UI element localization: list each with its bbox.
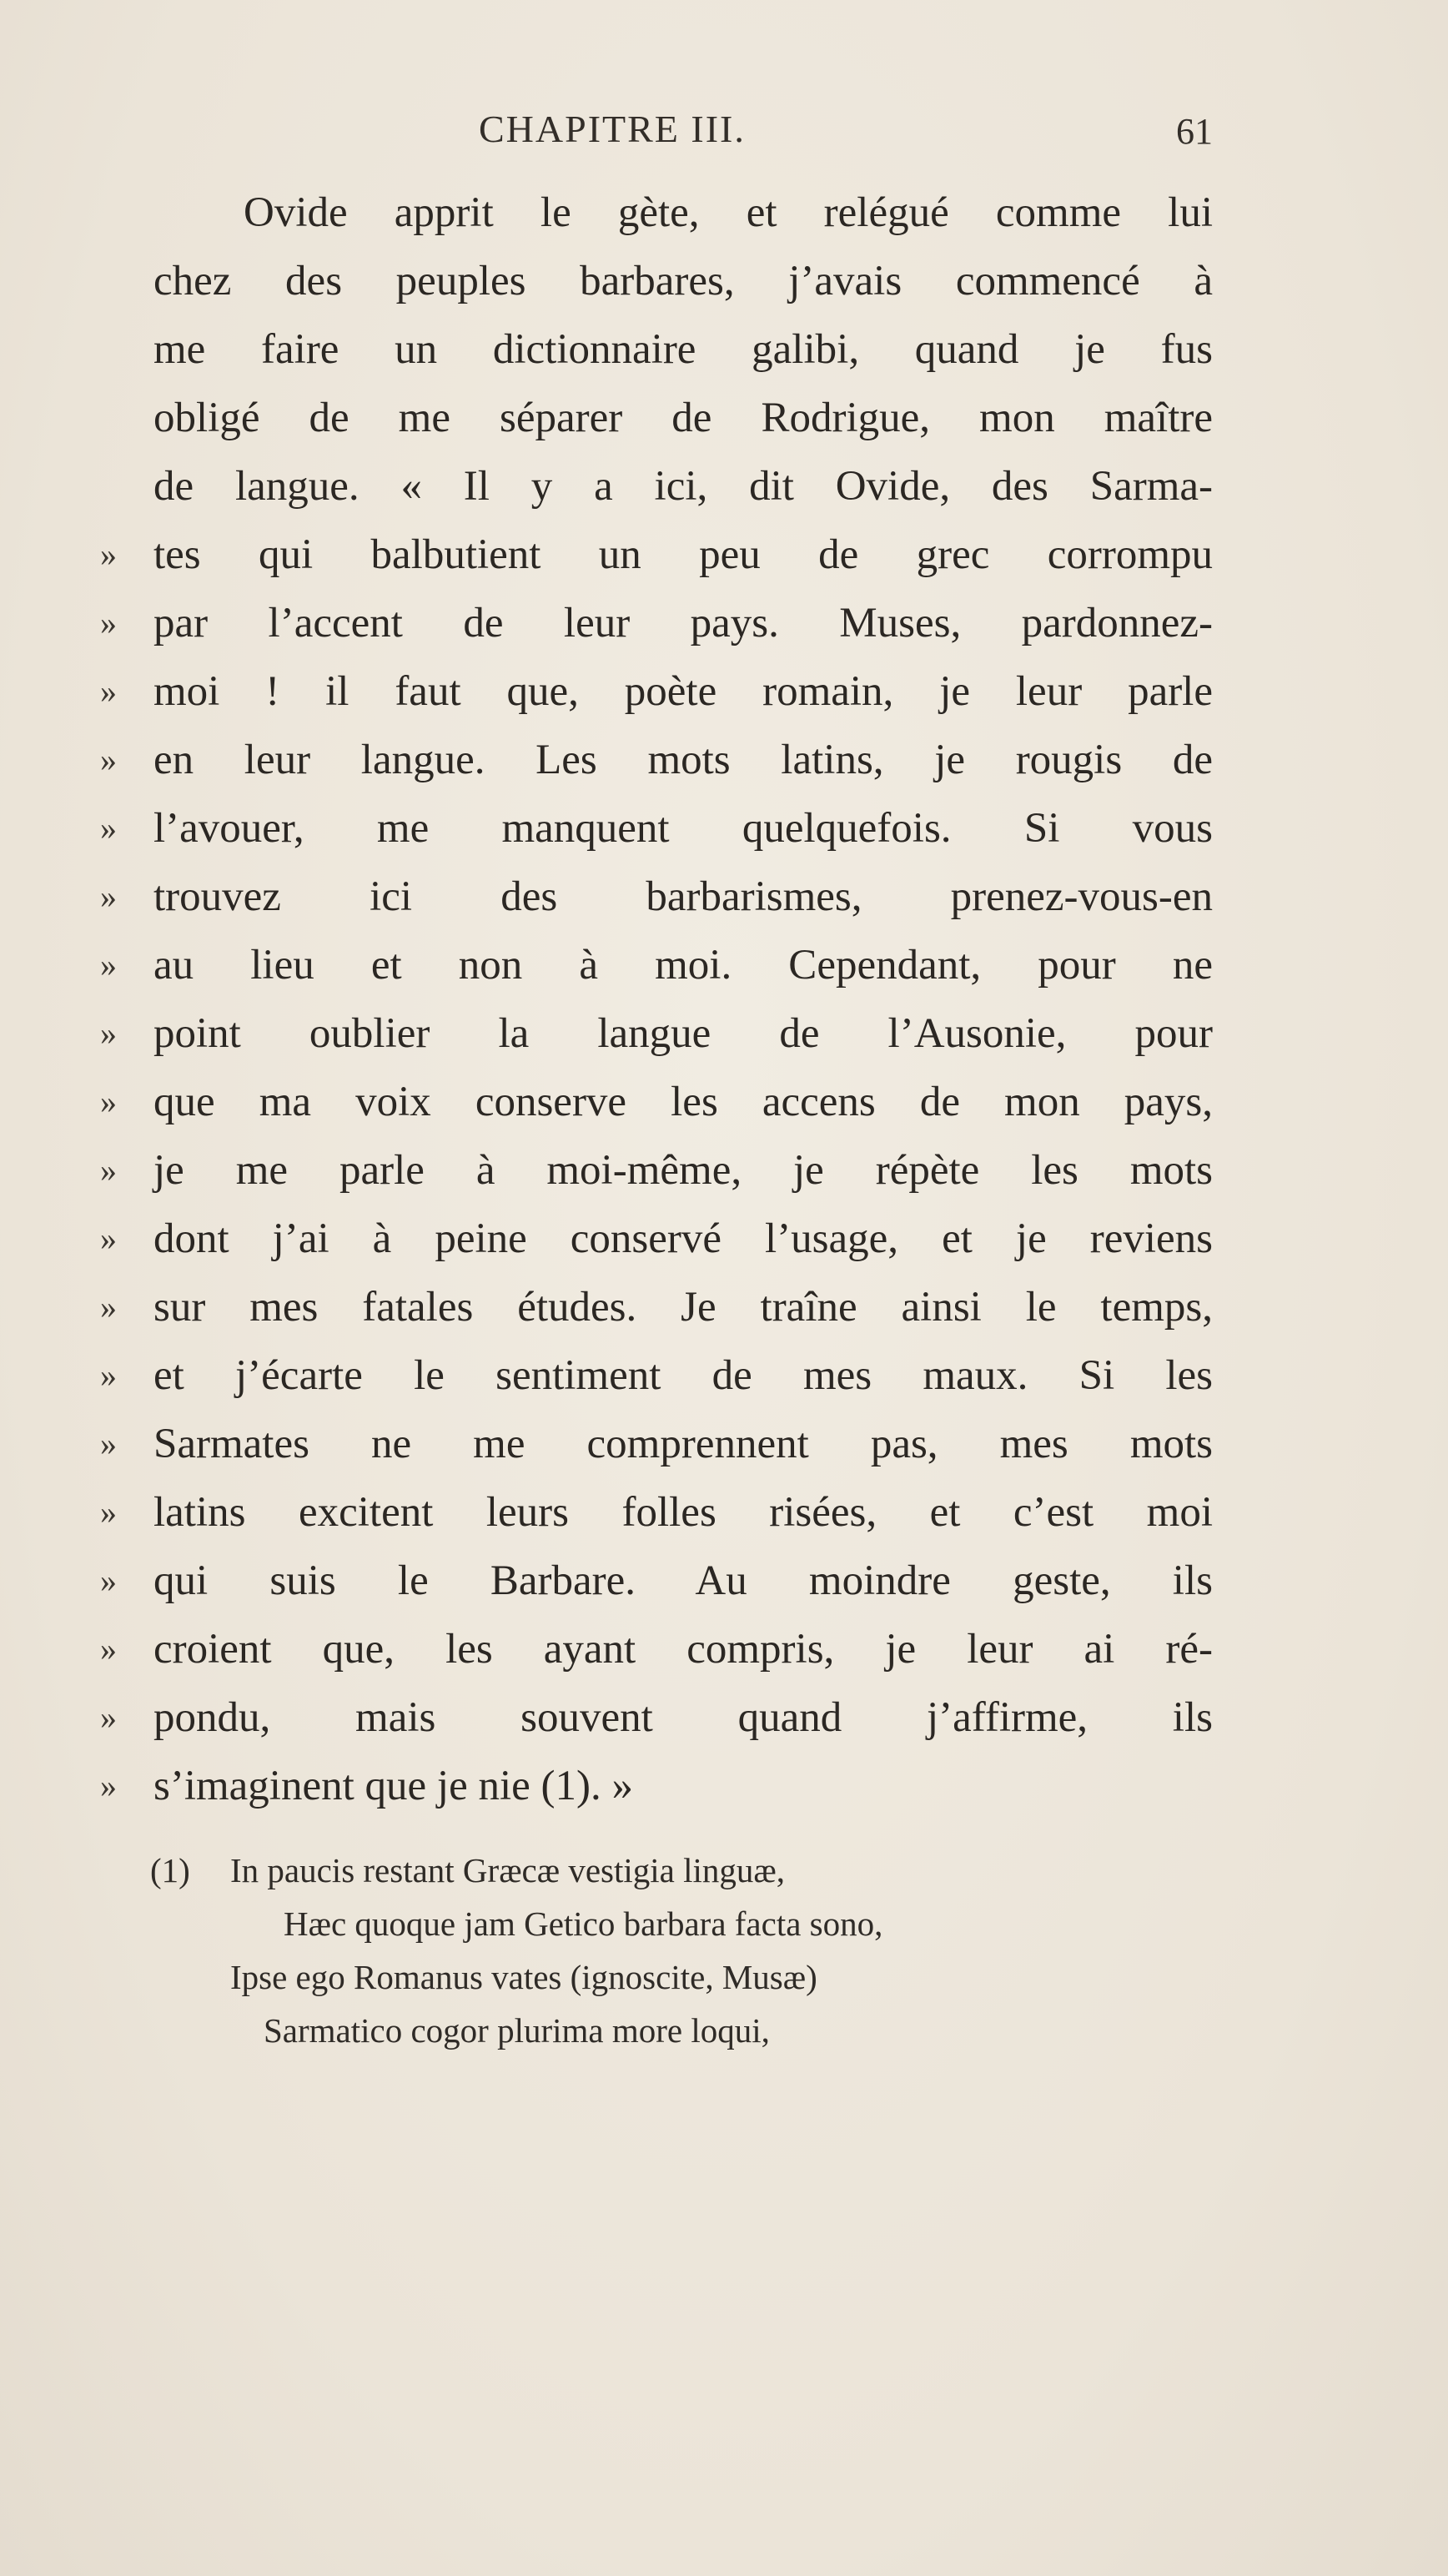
footnote [150, 1844, 1118, 2057]
footnote-line [150, 2004, 1118, 2057]
line-text: latins excitent leurs folles risées, et c’est moi [153, 1489, 1213, 1536]
text-line [100, 1615, 1213, 1683]
text-line [100, 1547, 1213, 1615]
line-text: Ovide apprit le gète, et relégué comme lui [244, 189, 1213, 236]
quote-mark: » [100, 1630, 117, 1668]
footnote-line [150, 1897, 1118, 1950]
text-line [100, 521, 1213, 589]
line-text: obligé de me séparer de Rodrigue, mon maître [153, 395, 1213, 441]
text-line [100, 1478, 1213, 1547]
footnote-line [150, 1950, 1118, 2004]
footnote-marker: (1) [150, 1851, 190, 1889]
line-text: au lieu et non à moi. Cependant, pour ne [153, 942, 1213, 989]
footnote-line [150, 1844, 1118, 1897]
text-line [100, 1136, 1213, 1205]
quote-mark: » [100, 946, 117, 984]
quote-mark: » [100, 1767, 117, 1804]
quote-mark: » [100, 878, 117, 915]
line-text: trouvez ici des barbarismes, prenez-vous-en [153, 873, 1213, 920]
text-line [100, 863, 1213, 931]
quote-mark: » [100, 1698, 117, 1736]
text-line [100, 1341, 1213, 1410]
footnote-verse: In paucis restant Græcæ vestigia linguæ, [230, 1851, 785, 1889]
line-text: point oublier la langue de l’Ausonie, pour [153, 1010, 1213, 1057]
text-line [100, 1683, 1213, 1752]
main-text [100, 179, 1213, 1820]
quote-mark: » [100, 1493, 117, 1531]
line-text: je me parle à moi-même, je répète les mots [153, 1147, 1213, 1194]
text-line [100, 179, 1213, 247]
quote-mark: » [100, 741, 117, 778]
text-line [100, 384, 1213, 452]
quote-mark: » [100, 1425, 117, 1462]
line-text: l’avouer, me manquent quelquefois. Si vous [153, 805, 1213, 852]
text-line [100, 1205, 1213, 1273]
page-number: 61 [1176, 111, 1213, 152]
line-text: s’imaginent que je nie (1). » [153, 1763, 633, 1809]
line-text: de langue. « Il y a ici, dit Ovide, des Sarma- [153, 463, 1213, 510]
text-line [100, 999, 1213, 1068]
line-text: tes qui balbutient un peu de grec corrompu [153, 531, 1213, 578]
footnote-verse: Ipse ego Romanus vates (ignoscite, Musæ) [230, 1958, 817, 1996]
line-text: sur mes fatales études. Je traîne ainsi le temps, [153, 1284, 1213, 1331]
page-header [178, 107, 1213, 182]
text-line [100, 657, 1213, 726]
text-line [100, 794, 1213, 863]
text-line [100, 931, 1213, 999]
quote-mark: » [100, 1562, 117, 1599]
line-text: moi ! il faut que, poète romain, je leur parle [153, 668, 1213, 715]
line-text: que ma voix conserve les accens de mon pays, [153, 1079, 1213, 1125]
text-line [100, 1273, 1213, 1341]
text-line [100, 589, 1213, 657]
quote-mark: » [100, 1288, 117, 1326]
quote-mark: » [100, 536, 117, 573]
text-line [100, 1752, 1213, 1820]
line-text: dont j’ai à peine conservé l’usage, et je reviens [153, 1215, 1213, 1262]
footnote-verse: Hæc quoque jam Getico barbara facta sono, [284, 1904, 883, 1943]
line-text: chez des peuples barbares, j’avais commencé à [153, 258, 1213, 304]
running-head: CHAPITRE III. [479, 108, 746, 150]
text-line [100, 452, 1213, 521]
quote-mark: » [100, 1220, 117, 1257]
line-text: croient que, les ayant compris, je leur ai ré- [153, 1626, 1213, 1673]
footnote-verse: Sarmatico cogor plurima more loqui, [264, 2011, 770, 2050]
line-text: par l’accent de leur pays. Muses, pardonnez- [153, 600, 1213, 647]
line-text: me faire un dictionnaire galibi, quand je fus [153, 326, 1213, 373]
line-text: qui suis le Barbare. Au moindre geste, ils [153, 1557, 1213, 1604]
quote-mark: » [100, 1356, 117, 1394]
line-text: en leur langue. Les mots latins, je rougis de [153, 737, 1213, 783]
quote-mark: » [100, 672, 117, 710]
line-text: Sarmates ne me comprennent pas, mes mots [153, 1421, 1213, 1467]
quote-mark: » [100, 1151, 117, 1189]
text-line [100, 726, 1213, 794]
text-line [100, 1068, 1213, 1136]
quote-mark: » [100, 604, 117, 641]
quote-mark: » [100, 1083, 117, 1120]
text-line [100, 247, 1213, 315]
text-line [100, 1410, 1213, 1478]
quote-mark: » [100, 1014, 117, 1052]
line-text: pondu, mais souvent quand j’affirme, ils [153, 1694, 1213, 1741]
text-line [100, 315, 1213, 384]
line-text: et j’écarte le sentiment de mes maux. Si les [153, 1352, 1213, 1399]
quote-mark: » [100, 809, 117, 847]
